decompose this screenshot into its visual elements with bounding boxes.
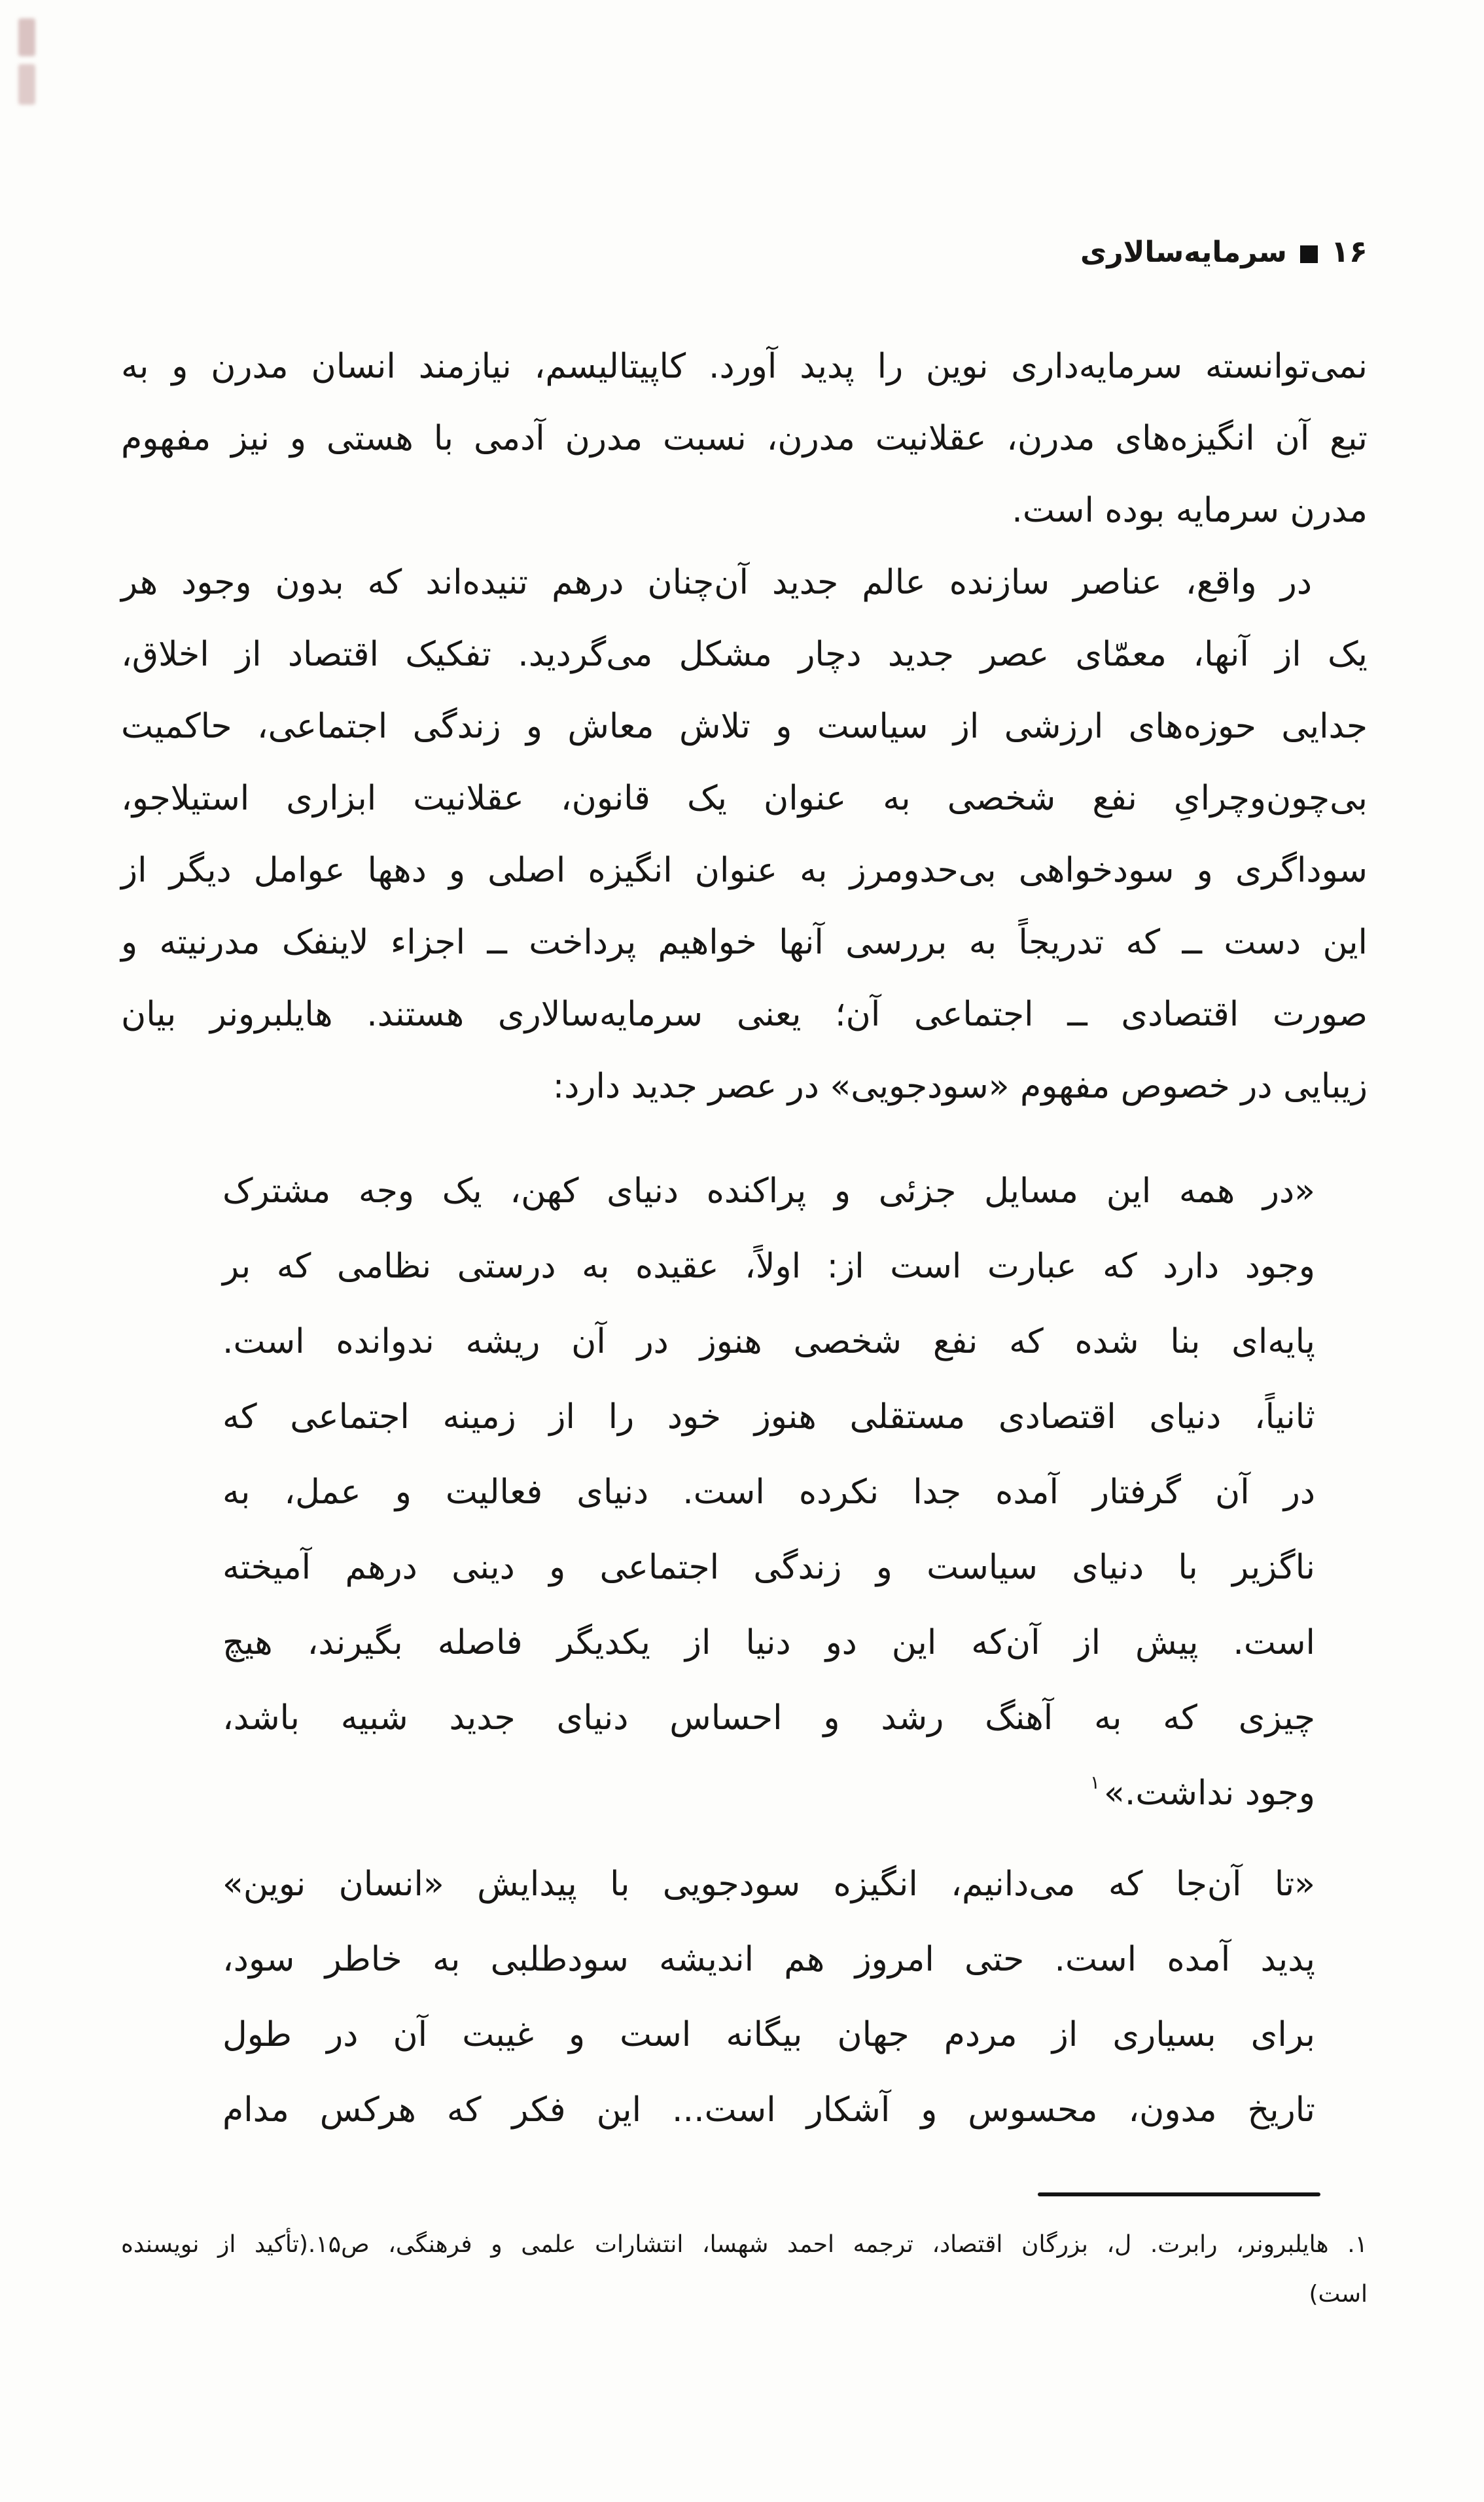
text-line: پایه‌ای بنا شده که نفع شخصی هنوز در آن ریشه ندوانده است. xyxy=(222,1322,1315,1361)
text-line: پدید آمده است. حتی امروز هم اندیشه سودطلبی به خاطر سود، xyxy=(222,1940,1315,1979)
page-number: ۱۶ xyxy=(1330,234,1368,269)
text-line: جدایی حوزه‌های ارزشی از سیاست و تلاش معاش و زندگی اجتماعی، حاکمیت xyxy=(121,707,1368,746)
text-line: «در همه این مسایل جزئی و پراکنده دنیای کهن، یک وجه مشترک xyxy=(222,1171,1315,1211)
footnote-ref: ۱ xyxy=(1089,1771,1100,1793)
text-line: سوداگری و سودخواهی بی‌حدومرز به عنوان انگیزه اصلی و دهها عوامل دیگر از xyxy=(121,851,1368,890)
main-text xyxy=(121,331,1368,1122)
page-header xyxy=(121,224,1368,279)
text-line: برای بسیاری از مردم جهان بیگانه است و غیبت آن در طول xyxy=(222,2015,1315,2054)
text-line: وجود دارد که عبارت است از: اولاً، عقیده به درستی نظامی که بر xyxy=(222,1247,1315,1286)
text-line: نمی‌توانسته سرمایه‌داری نوین را پدید آورد. کاپیتالیسم، نیازمند انسان مدرن و به xyxy=(121,347,1368,386)
scan-artifact xyxy=(18,64,35,105)
text-line: زیبایی در خصوص مفهوم «سودجویی» در عصر جدید دارد: xyxy=(552,1067,1368,1106)
text-line: چیزی که به آهنگ رشد و احساس دنیای جدید شبیه باشد، xyxy=(222,1698,1315,1738)
book-title: سرمایه‌سالاری xyxy=(1080,236,1287,269)
footnote-line: ۱. هایلبرونر، رابرت. ل، بزرگان اقتصاد، ترجمه احمد شهسا، انتشارات علمی و فرهنگی، ص۱۵.(تأکید از نویسنده xyxy=(121,2231,1368,2258)
text-line: تبع آن انگیزه‌های مدرن، عقلانیت مدرن، نسبت مدرن آدمی با هستی و نیز مفهوم xyxy=(121,419,1368,458)
text-line: است. پیش از آن‌که این دو دنیا از یکدیگر فاصله بگیرند، هیچ xyxy=(222,1623,1315,1662)
quote-end-text: وجود نداشت.» xyxy=(1104,1774,1315,1813)
text-line: «تا آن‌جا که می‌دانیم، انگیزه سودجویی با پیدایش «انسان نوین» xyxy=(222,1865,1315,1904)
text-line xyxy=(222,1756,1315,1831)
text-line: در واقع، عناصر سازنده عالم جدید آن‌چنان درهم تنیده‌اند که بدون وجود هر xyxy=(121,563,1312,602)
text-line: مدرن سرمایه بوده است. xyxy=(1012,491,1368,530)
text-line: این دست ــ که تدریجاً به بررسی آنها خواهیم پرداخت ــ اجزاء لاینفک مدرنیته و xyxy=(121,923,1368,962)
text-line: صورت اقتصادی ــ اجتماعی آن؛ یعنی سرمایه‌سالاری هستند. هایلبرونر بیان xyxy=(121,995,1368,1034)
block-quote xyxy=(222,1847,1315,2148)
square-bullet-icon xyxy=(1300,245,1318,263)
text-line: در آن گرفتار آمده جدا نکرده است. دنیای فعالیت و عمل، به xyxy=(222,1473,1315,1512)
text-line: تاریخ مدون، محسوس و آشکار است... این فکر که هرکس مدام xyxy=(222,2090,1315,2130)
text-line: یک از آنها، معمّای عصر جدید دچار مشکل می‌گردید. تفکیک اقتصاد از اخلاق، xyxy=(121,635,1368,674)
block-quote xyxy=(222,1154,1315,1831)
footnote-line: است) xyxy=(1309,2281,1368,2308)
footnote-separator xyxy=(1038,2192,1320,2196)
text-line: ثانیاً، دنیای اقتصادی مستقلی هنوز خود را از زمینه اجتماعی که xyxy=(222,1397,1315,1437)
text-line: بی‌چون‌وچرایِ نفع شخصی به عنوان یک قانون، عقلانیت ابزاری استیلاجو، xyxy=(121,779,1368,818)
scan-artifact xyxy=(18,18,35,56)
text-line: ناگزیر با دنیای سیاست و زندگی اجتماعی و دینی درهم آمیخته xyxy=(222,1548,1315,1587)
footnote xyxy=(121,2220,1368,2319)
